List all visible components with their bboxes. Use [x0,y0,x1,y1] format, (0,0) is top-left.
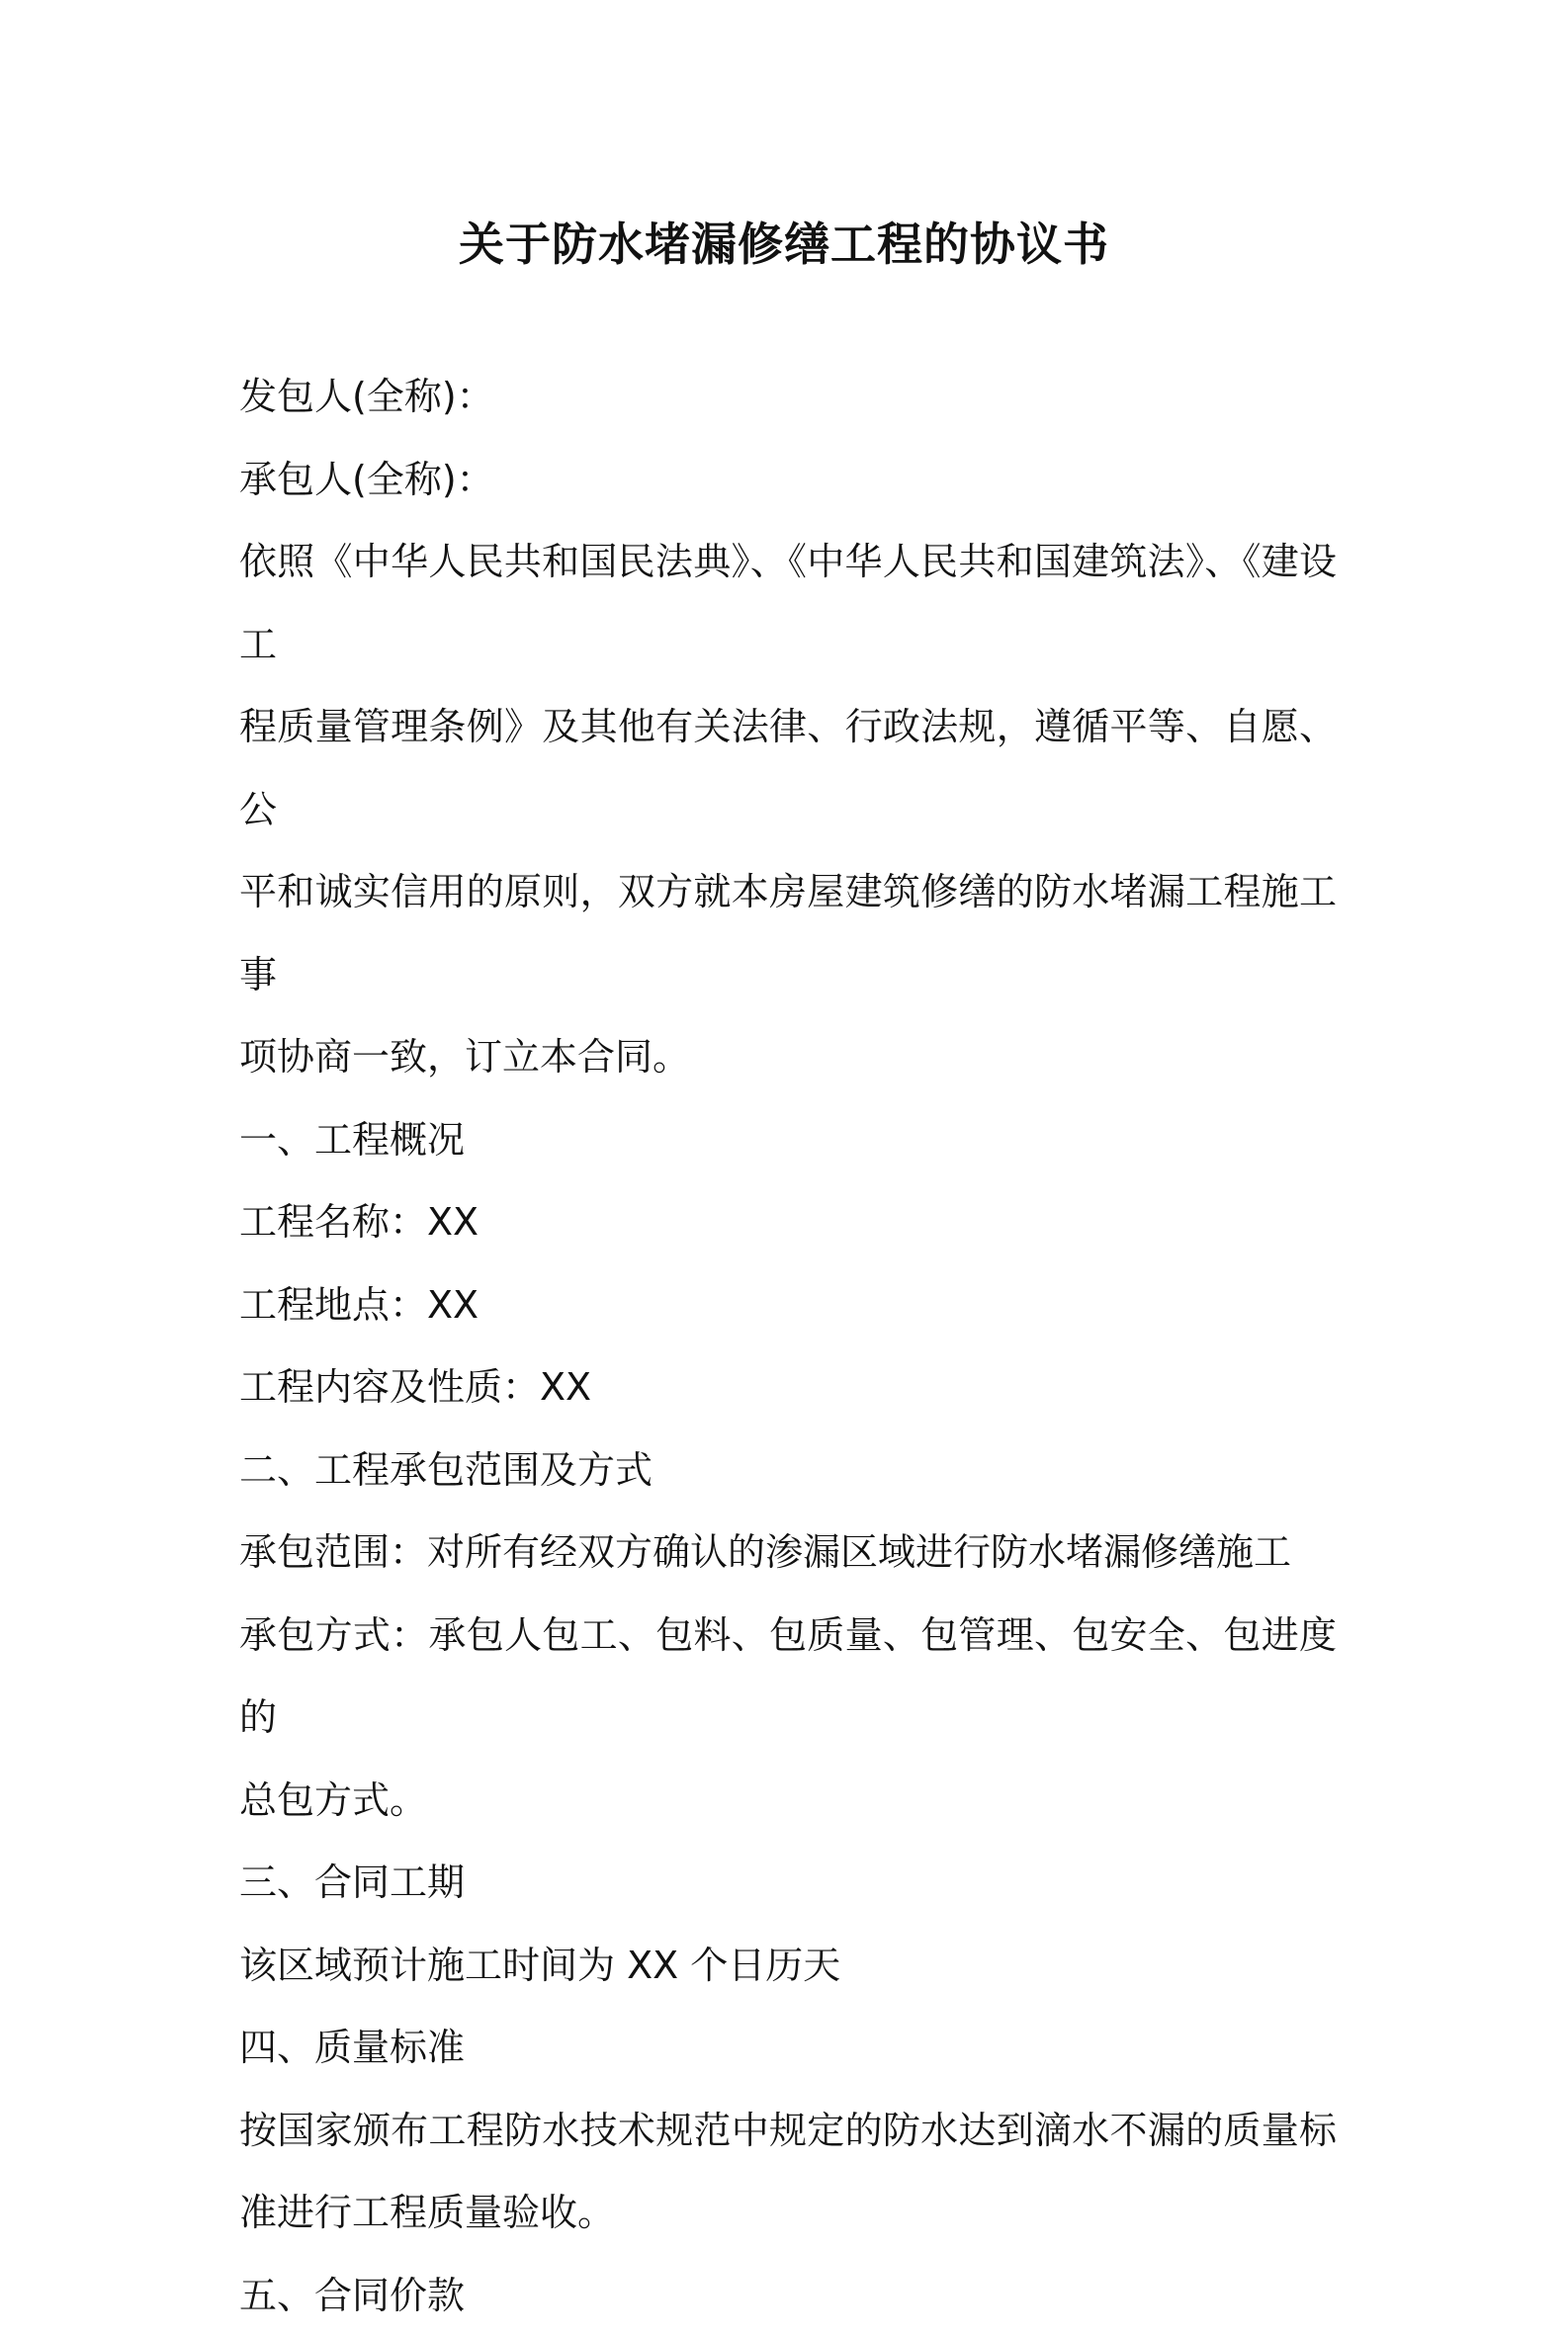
preamble-line: 依照《中华人民共和国民法典》、《中华人民共和国建筑法》、《建设工 [239,521,1337,686]
party-b-line: 承包人(全称)： [239,439,1337,522]
section-heading: 一、工程概况 [239,1099,1337,1182]
quality-line: 按国家颁布工程防水技术规范中规定的防水达到滴水不漏的质量标 [239,2090,1337,2173]
section-heading: 四、质量标准 [239,2007,1337,2090]
project-content-line: 工程内容及性质：XX [239,1346,1337,1429]
section-heading: 二、工程承包范围及方式 [239,1429,1337,1513]
contract-scope-line: 承包范围：对所有经双方确认的渗漏区域进行防水堵漏修缮施工 [239,1512,1337,1595]
duration-line: 该区域预计施工时间为 XX 个日历天 [239,1925,1337,2008]
document-body [239,356,1337,2337]
project-name-line: 工程名称：XX [239,1181,1337,1264]
project-location-line: 工程地点：XX [239,1264,1337,1347]
document-title: 关于防水堵漏修缮工程的协议书 [0,210,1568,279]
preamble-line: 项协商一致，订立本合同。 [239,1016,1337,1099]
contract-method-line: 承包方式：承包人包工、包料、包质量、包管理、包安全、包进度的 [239,1595,1337,1760]
quality-line: 准进行工程质量验收。 [239,2172,1337,2255]
preamble-line: 程质量管理条例》及其他有关法律、行政法规，遵循平等、自愿、公 [239,686,1337,851]
section-heading: 三、合同工期 [239,1842,1337,1925]
section-heading: 五、合同价款 [239,2255,1337,2337]
contract-method-line: 总包方式。 [239,1760,1337,1843]
party-a-line: 发包人(全称)： [239,356,1337,439]
preamble-line: 平和诚实信用的原则，双方就本房屋建筑修缮的防水堵漏工程施工事 [239,851,1337,1016]
